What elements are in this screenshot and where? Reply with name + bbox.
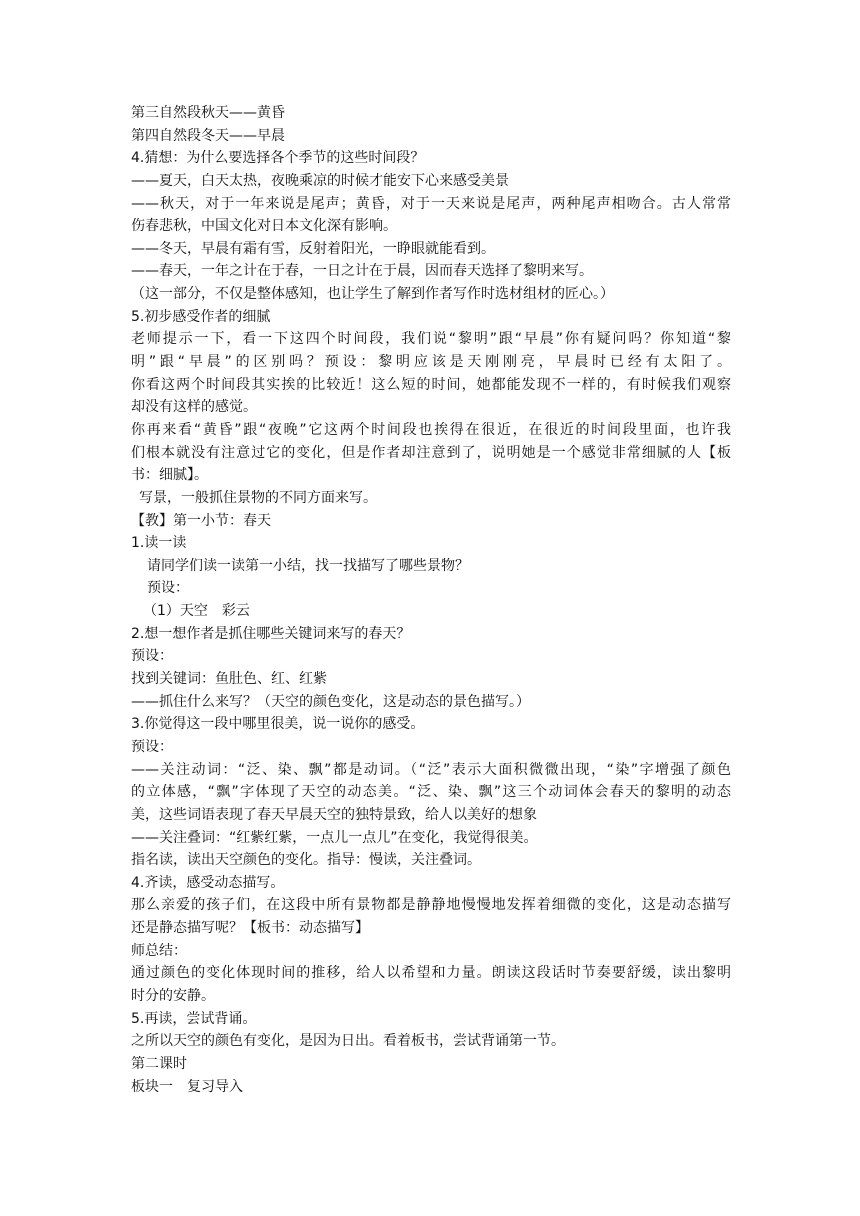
- paragraph-line: 们根本就没有注意过它的变化，但是作者却注意到了，说明她是一个感觉非常细腻的人【板: [131, 444, 731, 461]
- section-heading: 5.初步感受作者的细腻: [131, 308, 271, 325]
- section-heading: 5.再读，尝试背诵。: [131, 1010, 257, 1027]
- paragraph-line: 预设：: [147, 580, 189, 597]
- paragraph-line: 你再来看“黄昏”跟“夜晚”它这两个时间段也挨得在很近，在很近的时间段里面，也许我: [131, 421, 731, 438]
- paragraph-line: 还是静态描写呢？【板书：动态描写】: [131, 920, 369, 937]
- paragraph-line: 预设：: [131, 648, 173, 665]
- paragraph-line: ——冬天，早晨有霜有雪，反射着阳光，一睁眼就能看到。: [131, 240, 495, 257]
- section-heading: 4.齐读，感受动态描写。: [131, 874, 285, 891]
- section-heading: 第二课时: [131, 1055, 187, 1072]
- paragraph-line: （这一部分，不仅是整体感知，也让学生了解到作者写作时选材组材的匠心。）: [131, 286, 614, 303]
- paragraph-line: 请同学们读一读第一小结，找一找描写了哪些景物？: [147, 557, 469, 574]
- paragraph-line: 通过颜色的变化体现时间的推移，给人以希望和力量。朗读这段话时节奏要舒缓，读出黎明: [131, 965, 731, 982]
- paragraph-line: （1）天空 彩云: [143, 603, 250, 620]
- paragraph-line: 明”跟“早晨”的区别吗？预设：黎明应该是天刚刚亮，早晨时已经有太阳了。: [131, 354, 731, 371]
- section-heading: 板块一 复习导入: [131, 1078, 243, 1095]
- paragraph-line: ——关注叠词：“红紫红紫，一点儿一点儿”在变化，我觉得很美。: [131, 829, 538, 846]
- paragraph-line: ——抓住什么来写？（天空的颜色变化，这是动态的景色描写。）: [131, 693, 530, 710]
- paragraph-line: 之所以天空的颜色有变化，是因为日出。看着板书，尝试背诵第一节。: [131, 1033, 565, 1050]
- paragraph-line: ——春天，一年之计在于春，一日之计在于晨，因而春天选择了黎明来写。: [131, 263, 593, 280]
- paragraph-line: 你看这两个时间段其实挨的比较近！这么短的时间，她都能发现不一样的，有时候我们观察: [131, 376, 731, 393]
- paragraph-line: 第三自然段秋天——黄昏: [131, 105, 285, 121]
- paragraph-line: 的立体感，“飘”字体现了天空的动态美。“泛、染、飘”这三个动词体会春天的黎明的动态: [131, 784, 731, 801]
- paragraph-line: 写景，一般抓住景物的不同方面来写。: [139, 489, 377, 506]
- document-body: [131, 102, 731, 1098]
- paragraph-line: 那么亲爱的孩子们，在这段中所有景物都是静静地慢慢地发挥着细微的变化，这是动态描写: [131, 897, 731, 914]
- paragraph-line: 第四自然段冬天——早晨: [131, 127, 285, 144]
- paragraph-line: ——秋天，对于一年来说是尾声；黄昏，对于一天来说是尾声，两种尾声相吻合。古人常常: [131, 195, 731, 212]
- paragraph-line: 伤春悲秋，中国文化对日本文化深有影响。: [131, 218, 397, 235]
- paragraph-line: 时分的安静。: [131, 987, 215, 1004]
- paragraph-line: ——夏天，白天太热，夜晚乘凉的时候才能安下心来感受美景: [131, 172, 509, 189]
- paragraph-line: 找到关键词：鱼肚色、红、红紫: [131, 671, 327, 688]
- section-heading: 【教】第一小节：春天: [131, 512, 271, 529]
- paragraph-line: 书：细腻】。: [131, 467, 208, 484]
- paragraph-line: ——关注动词：“泛、染、飘”都是动词。（“泛”表示大面积微微出现，“染”字增强了颜色: [131, 761, 731, 778]
- paragraph-line: 却没有这样的感觉。: [131, 399, 257, 416]
- section-heading: 1.读一读: [131, 535, 187, 552]
- paragraph-line: 指名读，读出天空颜色的变化。指导：慢读，关注叠词。: [131, 852, 481, 869]
- paragraph-line: 师总结：: [131, 942, 187, 959]
- paragraph-line: 老师提示一下，看一下这四个时间段，我们说“黎明”跟“早晨”你有疑问吗？你知道“黎: [131, 331, 731, 348]
- paragraph-line: 美，这些词语表现了春天早晨天空的独特景致，给人以美好的想象: [131, 806, 537, 823]
- section-heading: 2.想一想作者是抓住哪些关键词来写的春天？: [131, 625, 411, 642]
- paragraph-line: 预设：: [131, 738, 173, 755]
- section-heading: 4.猜想：为什么要选择各个季节的这些时间段？: [131, 150, 425, 167]
- section-heading: 3.你觉得这一段中哪里很美，说一说你的感受。: [131, 716, 425, 733]
